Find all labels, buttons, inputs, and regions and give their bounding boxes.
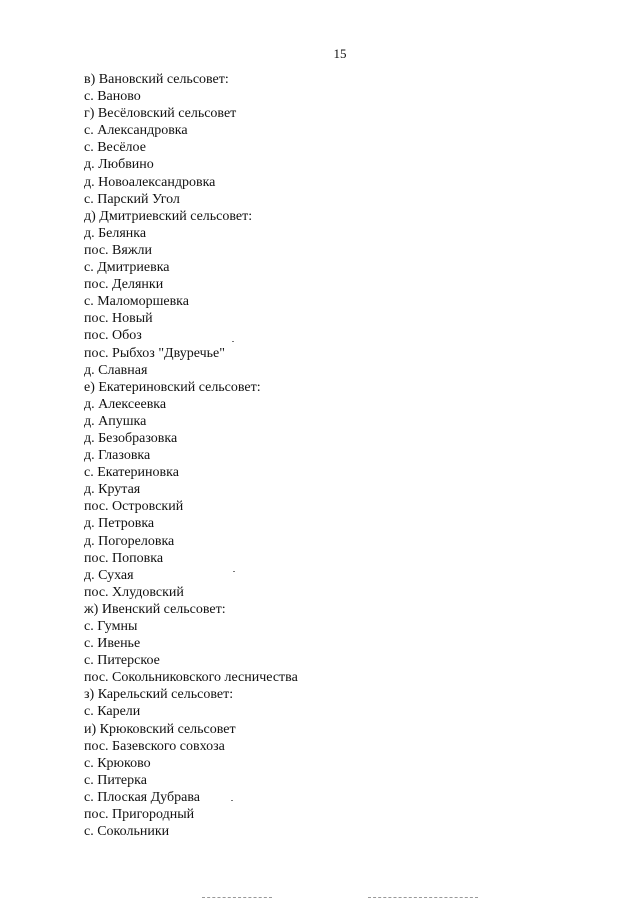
settlement-entry: пос. Рыбхоз "Двуречье": [84, 345, 225, 361]
settlement-entry: д. Славная: [84, 362, 148, 378]
scan-artifact: [231, 800, 233, 801]
settlement-entry: пос. Вяжли: [84, 242, 152, 258]
settlement-entry: с. Екатериновка: [84, 465, 179, 481]
settlement-entry: д. Глазовка: [84, 448, 151, 464]
settlement-entry: пос. Сокольниковского лесничества: [84, 670, 298, 686]
settlement-list: [84, 71, 298, 840]
settlement-entry: с. Маломоршевка: [84, 294, 189, 310]
settlement-entry: д. Апушка: [84, 413, 147, 429]
settlement-entry: пос. Делянки: [84, 277, 164, 293]
settlement-entry: д. Белянка: [84, 225, 147, 241]
settlement-entry: с. Ваново: [84, 89, 141, 105]
settlement-entry: с. Гумны: [84, 619, 138, 634]
page-number: 15: [333, 46, 347, 61]
settlement-entry: пос. Островский: [84, 499, 184, 515]
settlement-entry: з) Карельский сельсовет:: [84, 687, 234, 703]
settlement-entry: с. Ивенье: [84, 636, 141, 652]
settlement-entry: с. Александровка: [84, 123, 188, 139]
settlement-entry: д. Крутая: [84, 482, 141, 498]
settlement-entry: г) Весёловский сельсовет: [84, 106, 237, 122]
settlement-entry: д. Алексеевка: [84, 396, 167, 412]
settlement-entry: пос. Пригородный: [84, 807, 195, 823]
settlement-entry: пос. Хлудовский: [84, 584, 184, 600]
settlement-entry: в) Вановский сельсовет:: [84, 72, 229, 87]
settlement-entry: д. Новоалександровка: [84, 174, 216, 190]
footer-scan-mark: [202, 897, 272, 901]
settlement-entry: с. Весёлое: [84, 140, 146, 156]
settlement-entry: и) Крюковский сельсовет: [84, 721, 236, 737]
settlement-entry: с. Карели: [84, 704, 141, 720]
settlement-entry: пос. Новый: [84, 311, 153, 327]
settlement-entry: с. Дмитриевка: [84, 260, 170, 276]
settlement-entry: пос. Поповка: [84, 550, 164, 566]
settlement-entry: с. Парский Угол: [84, 191, 180, 207]
settlement-entry: д. Любвино: [84, 157, 154, 173]
settlement-entry: с. Сокольники: [84, 824, 170, 840]
settlement-entry: д. Сухая: [84, 567, 134, 583]
settlement-entry: ж) Ивенский сельсовет:: [84, 601, 226, 617]
settlement-entry: пос. Базевского совхоза: [84, 738, 225, 754]
scan-artifact: [233, 571, 235, 572]
settlement-entry: д. Безобразовка: [84, 430, 178, 446]
footer-scan-mark: [368, 897, 478, 901]
scan-artifact: [232, 341, 234, 342]
settlement-entry: е) Екатериновский сельсовет:: [84, 379, 261, 395]
settlement-entry: пос. Обоз: [84, 328, 142, 344]
settlement-entry: с. Питерское: [84, 653, 160, 669]
settlement-entry: с. Питерка: [84, 772, 147, 788]
settlement-entry: д. Петровка: [84, 516, 155, 532]
settlement-entry: д. Погореловка: [84, 533, 175, 549]
settlement-entry: с. Крюково: [84, 755, 151, 771]
settlement-entry: д) Дмитриевский сельсовет:: [84, 208, 253, 224]
settlement-entry: с. Плоская Дубрава: [84, 789, 200, 805]
